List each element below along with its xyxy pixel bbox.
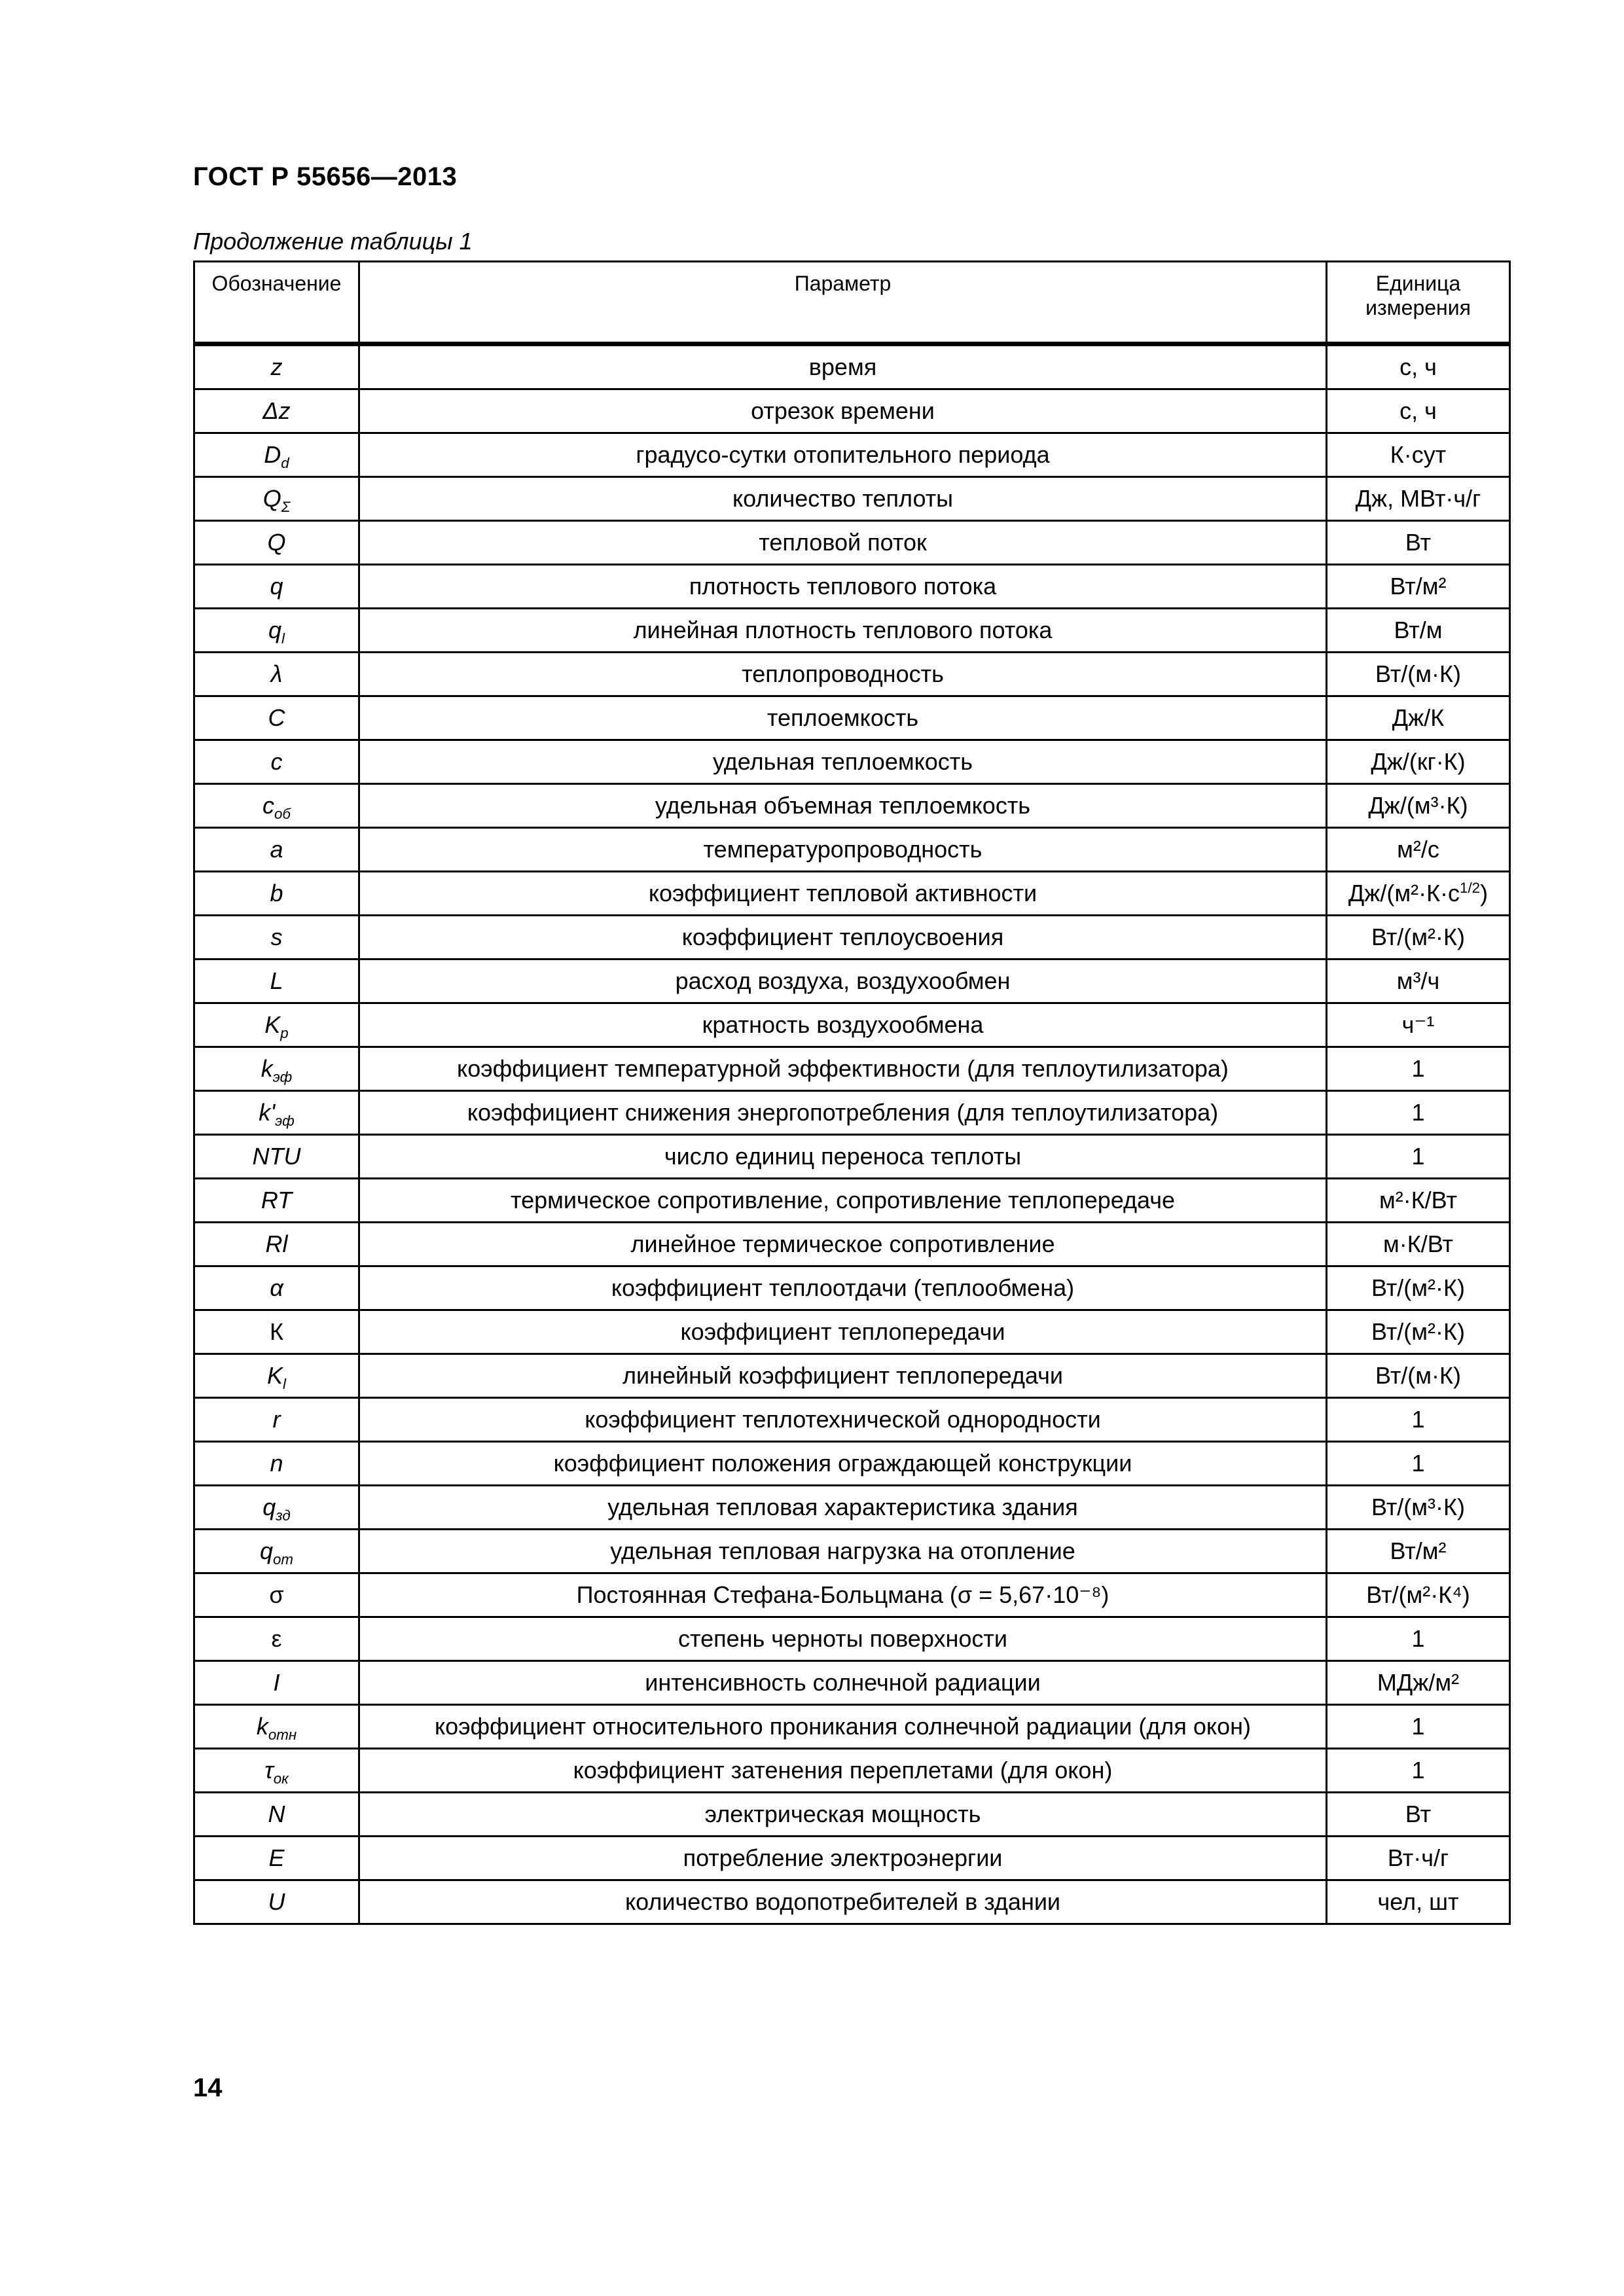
parameter-cell: коэффициент теплоусвоения bbox=[359, 916, 1327, 960]
parameter-cell: коэффициент затенения переплетами (для окон) bbox=[359, 1749, 1327, 1793]
symbol-text: K bbox=[264, 1011, 281, 1039]
symbol-cell bbox=[194, 1837, 359, 1880]
symbol-text: λ bbox=[270, 660, 283, 688]
column-header-symbol: Обозначение bbox=[194, 262, 359, 344]
table-row bbox=[194, 344, 1510, 389]
table-row bbox=[194, 1793, 1510, 1837]
symbol-cell bbox=[194, 696, 359, 740]
symbol-cell bbox=[194, 1135, 359, 1179]
unit-cell: Вт/(м²·К) bbox=[1327, 916, 1510, 960]
parameter-cell: коэффициент теплопередачи bbox=[359, 1310, 1327, 1354]
symbol-text: RT bbox=[261, 1187, 293, 1214]
symbol-text: k' bbox=[259, 1099, 276, 1126]
unit-cell: 1 bbox=[1327, 1749, 1510, 1793]
symbol-cell bbox=[194, 872, 359, 916]
unit-cell: м³/ч bbox=[1327, 960, 1510, 1003]
parameter-cell: коэффициент температурной эффективности (для теплоутилизатора) bbox=[359, 1047, 1327, 1091]
symbol-text: К bbox=[270, 1318, 283, 1346]
parameters-table bbox=[193, 260, 1509, 1925]
symbol-cell bbox=[194, 1530, 359, 1573]
symbol-cell bbox=[194, 1880, 359, 1924]
symbol-cell bbox=[194, 1661, 359, 1705]
parameter-cell: электрическая мощность bbox=[359, 1793, 1327, 1837]
unit-cell: ч⁻¹ bbox=[1327, 1003, 1510, 1047]
unit-cell: м·К/Вт bbox=[1327, 1223, 1510, 1266]
symbol-subscript: от bbox=[273, 1551, 294, 1568]
parameter-cell: термическое сопротивление, сопротивление теплопередаче bbox=[359, 1179, 1327, 1223]
symbol-subscript: Σ bbox=[281, 499, 291, 516]
parameter-cell: удельная объемная теплоемкость bbox=[359, 784, 1327, 828]
unit-cell: с, ч bbox=[1327, 344, 1510, 389]
symbol-cell bbox=[194, 477, 359, 521]
symbol-text: Q bbox=[262, 485, 281, 512]
table-row bbox=[194, 1135, 1510, 1179]
symbol-subscript: отн bbox=[268, 1727, 297, 1744]
column-header-unit: Единица измерения bbox=[1327, 262, 1510, 344]
parameter-cell: линейный коэффициент теплопередачи bbox=[359, 1354, 1327, 1398]
unit-cell: Дж/(м³·К) bbox=[1327, 784, 1510, 828]
table-row bbox=[194, 1310, 1510, 1354]
symbol-text: k bbox=[261, 1055, 273, 1083]
symbol-text: q bbox=[270, 573, 283, 600]
unit-cell: Вт·ч/г bbox=[1327, 1837, 1510, 1880]
unit-cell: Дж/К bbox=[1327, 696, 1510, 740]
symbol-text: N bbox=[268, 1801, 285, 1828]
parameter-cell: линейное термическое сопротивление bbox=[359, 1223, 1327, 1266]
symbol-cell bbox=[194, 1003, 359, 1047]
table-row bbox=[194, 1617, 1510, 1661]
parameter-cell: потребление электроэнергии bbox=[359, 1837, 1327, 1880]
unit-cell: 1 bbox=[1327, 1091, 1510, 1135]
symbol-cell bbox=[194, 784, 359, 828]
symbol-cell bbox=[194, 521, 359, 565]
document-code: ГОСТ Р 55656—2013 bbox=[193, 162, 458, 191]
symbol-text: D bbox=[264, 441, 281, 469]
table-row bbox=[194, 477, 1510, 521]
unit-cell: Вт/м bbox=[1327, 609, 1510, 653]
symbol-cell bbox=[194, 1398, 359, 1442]
parameter-cell: коэффициент положения ограждающей конструкции bbox=[359, 1442, 1327, 1486]
symbol-subscript: l bbox=[281, 630, 285, 647]
unit-cell: 1 bbox=[1327, 1705, 1510, 1749]
symbol-cell bbox=[194, 433, 359, 477]
parameter-cell: теплопроводность bbox=[359, 653, 1327, 696]
unit-cell: Вт/м² bbox=[1327, 565, 1510, 609]
table-row bbox=[194, 1837, 1510, 1880]
symbol-cell bbox=[194, 1223, 359, 1266]
table-row bbox=[194, 1003, 1510, 1047]
table-row bbox=[194, 1530, 1510, 1573]
symbol-text: c bbox=[262, 792, 275, 819]
parameter-cell: отрезок времени bbox=[359, 389, 1327, 433]
parameter-cell: количество водопотребителей в здании bbox=[359, 1880, 1327, 1924]
parameter-cell: коэффициент относительного проникания солнечной радиации (для окон) bbox=[359, 1705, 1327, 1749]
symbol-text: E bbox=[268, 1844, 285, 1872]
table-row bbox=[194, 389, 1510, 433]
parameter-cell: удельная тепловая нагрузка на отопление bbox=[359, 1530, 1327, 1573]
page-number: 14 bbox=[193, 2073, 223, 2102]
unit-cell: Вт/(м²·К) bbox=[1327, 1266, 1510, 1310]
table-caption: Продолжение таблицы 1 bbox=[193, 228, 473, 255]
unit-cell: 1 bbox=[1327, 1047, 1510, 1091]
parameter-cell: линейная плотность теплового потока bbox=[359, 609, 1327, 653]
table-row bbox=[194, 1705, 1510, 1749]
symbol-cell bbox=[194, 1617, 359, 1661]
symbol-text: q bbox=[259, 1537, 274, 1565]
symbol-text: K bbox=[267, 1362, 283, 1390]
symbol-cell bbox=[194, 1442, 359, 1486]
table-row bbox=[194, 1266, 1510, 1310]
unit-cell: Вт/(м²·К⁴) bbox=[1327, 1573, 1510, 1617]
symbol-cell bbox=[194, 344, 359, 389]
symbol-subscript: l bbox=[283, 1376, 286, 1393]
symbol-cell bbox=[194, 1573, 359, 1617]
parameter-cell: плотность теплового потока bbox=[359, 565, 1327, 609]
unit-cell: м²·К/Вт bbox=[1327, 1179, 1510, 1223]
parameter-cell: интенсивность солнечной радиации bbox=[359, 1661, 1327, 1705]
table-row bbox=[194, 1661, 1510, 1705]
unit-cell: м²/с bbox=[1327, 828, 1510, 872]
symbol-text: c bbox=[270, 748, 283, 776]
table-row bbox=[194, 1442, 1510, 1486]
symbol-text: q bbox=[262, 1494, 276, 1521]
unit-cell: 1 bbox=[1327, 1442, 1510, 1486]
table-row bbox=[194, 1398, 1510, 1442]
symbol-text: Rl bbox=[265, 1230, 288, 1258]
table-row bbox=[194, 433, 1510, 477]
unit-cell: Вт bbox=[1327, 521, 1510, 565]
symbol-subscript: ок bbox=[273, 1770, 289, 1787]
table-row bbox=[194, 1573, 1510, 1617]
table-row bbox=[194, 521, 1510, 565]
symbol-text: ε bbox=[271, 1625, 282, 1653]
parameter-cell: теплоемкость bbox=[359, 696, 1327, 740]
unit-cell: Вт/м² bbox=[1327, 1530, 1510, 1573]
parameter-cell: температуропроводность bbox=[359, 828, 1327, 872]
symbol-cell bbox=[194, 1179, 359, 1223]
unit-cell: 1 bbox=[1327, 1617, 1510, 1661]
symbol-text: b bbox=[270, 880, 283, 907]
symbol-cell bbox=[194, 1354, 359, 1398]
symbol-text: n bbox=[270, 1450, 283, 1477]
parameter-cell: коэффициент снижения энергопотребления (для теплоутилизатора) bbox=[359, 1091, 1327, 1135]
symbol-cell bbox=[194, 1091, 359, 1135]
table-row bbox=[194, 740, 1510, 784]
unit-cell: Вт bbox=[1327, 1793, 1510, 1837]
symbol-text: L bbox=[270, 967, 283, 995]
parameter-cell: тепловой поток bbox=[359, 521, 1327, 565]
parameter-cell: степень черноты поверхности bbox=[359, 1617, 1327, 1661]
unit-cell: 1 bbox=[1327, 1135, 1510, 1179]
parameter-cell: удельная тепловая характеристика здания bbox=[359, 1486, 1327, 1530]
symbol-cell bbox=[194, 1749, 359, 1793]
symbol-text: q bbox=[268, 617, 282, 644]
parameter-cell: расход воздуха, воздухообмен bbox=[359, 960, 1327, 1003]
unit-cell: Вт/(м·К) bbox=[1327, 1354, 1510, 1398]
table-row bbox=[194, 828, 1510, 872]
symbol-text: α bbox=[270, 1274, 283, 1302]
table-row bbox=[194, 872, 1510, 916]
unit-cell: К·сут bbox=[1327, 433, 1510, 477]
symbol-subscript: d bbox=[281, 455, 289, 472]
unit-cell: с, ч bbox=[1327, 389, 1510, 433]
symbol-text: C bbox=[268, 704, 285, 732]
symbol-text: r bbox=[272, 1406, 281, 1433]
unit-cell: МДж/м² bbox=[1327, 1661, 1510, 1705]
table-row bbox=[194, 1486, 1510, 1530]
unit-cell: Вт/(м²·К) bbox=[1327, 1310, 1510, 1354]
table-row bbox=[194, 1091, 1510, 1135]
symbol-text: Q bbox=[267, 529, 286, 556]
symbol-cell bbox=[194, 1310, 359, 1354]
symbol-cell bbox=[194, 653, 359, 696]
symbol-text: I bbox=[273, 1669, 280, 1696]
parameter-cell: коэффициент тепловой активности bbox=[359, 872, 1327, 916]
table-row bbox=[194, 696, 1510, 740]
symbol-subscript: эф bbox=[275, 1113, 295, 1130]
unit-cell: Вт/(м³·К) bbox=[1327, 1486, 1510, 1530]
parameter-cell: коэффициент теплотехнической однородности bbox=[359, 1398, 1327, 1442]
symbol-cell bbox=[194, 389, 359, 433]
symbol-cell bbox=[194, 916, 359, 960]
parameter-cell: Постоянная Стефана-Больцмана (σ = 5,67·10⁻⁸) bbox=[359, 1573, 1327, 1617]
symbol-cell bbox=[194, 565, 359, 609]
symbol-cell bbox=[194, 1266, 359, 1310]
table-row bbox=[194, 653, 1510, 696]
symbol-cell bbox=[194, 960, 359, 1003]
symbol-cell bbox=[194, 1793, 359, 1837]
symbol-text: NTU bbox=[252, 1143, 301, 1170]
symbol-cell bbox=[194, 1705, 359, 1749]
column-header-parameter: Параметр bbox=[359, 262, 1327, 344]
symbol-text: z bbox=[270, 353, 283, 381]
table-row bbox=[194, 1354, 1510, 1398]
parameter-cell: коэффициент теплоотдачи (теплообмена) bbox=[359, 1266, 1327, 1310]
table-row bbox=[194, 1880, 1510, 1924]
table-row bbox=[194, 1179, 1510, 1223]
symbol-cell bbox=[194, 828, 359, 872]
symbol-text: U bbox=[268, 1888, 285, 1916]
unit-cell: Вт/(м·К) bbox=[1327, 653, 1510, 696]
parameter-cell: кратность воздухообмена bbox=[359, 1003, 1327, 1047]
symbol-subscript: эф bbox=[272, 1069, 293, 1086]
symbol-text: Δz bbox=[262, 397, 291, 425]
table-header-row bbox=[194, 262, 1510, 344]
table-row bbox=[194, 916, 1510, 960]
table-row bbox=[194, 609, 1510, 653]
unit-cell: Дж/(кг·К) bbox=[1327, 740, 1510, 784]
table-row bbox=[194, 1223, 1510, 1266]
unit-cell: 1 bbox=[1327, 1398, 1510, 1442]
unit-cell: Дж, МВт·ч/г bbox=[1327, 477, 1510, 521]
symbol-cell bbox=[194, 740, 359, 784]
symbol-text: k bbox=[256, 1713, 268, 1740]
table-row bbox=[194, 1749, 1510, 1793]
symbol-cell bbox=[194, 609, 359, 653]
symbol-cell bbox=[194, 1486, 359, 1530]
symbol-subscript: об bbox=[274, 806, 291, 823]
parameter-cell: удельная теплоемкость bbox=[359, 740, 1327, 784]
symbol-subscript: p bbox=[280, 1025, 289, 1042]
parameter-cell: градусо-сутки отопительного периода bbox=[359, 433, 1327, 477]
table-row bbox=[194, 565, 1510, 609]
table-row bbox=[194, 960, 1510, 1003]
symbol-text: σ bbox=[269, 1581, 284, 1609]
symbol-text: s bbox=[270, 924, 283, 951]
table-row bbox=[194, 1047, 1510, 1091]
symbol-text: a bbox=[270, 836, 283, 863]
table-row bbox=[194, 784, 1510, 828]
symbol-cell bbox=[194, 1047, 359, 1091]
parameter-cell: число единиц переноса теплоты bbox=[359, 1135, 1327, 1179]
symbol-subscript: зд bbox=[276, 1507, 291, 1524]
symbol-text: τ bbox=[264, 1757, 274, 1784]
unit-cell: чел, шт bbox=[1327, 1880, 1510, 1924]
parameter-cell: время bbox=[359, 344, 1327, 389]
parameter-cell: количество теплоты bbox=[359, 477, 1327, 521]
unit-cell: $Дж/(м^2\cdot К\cdot с^{1/2})$ bbox=[1327, 872, 1510, 916]
